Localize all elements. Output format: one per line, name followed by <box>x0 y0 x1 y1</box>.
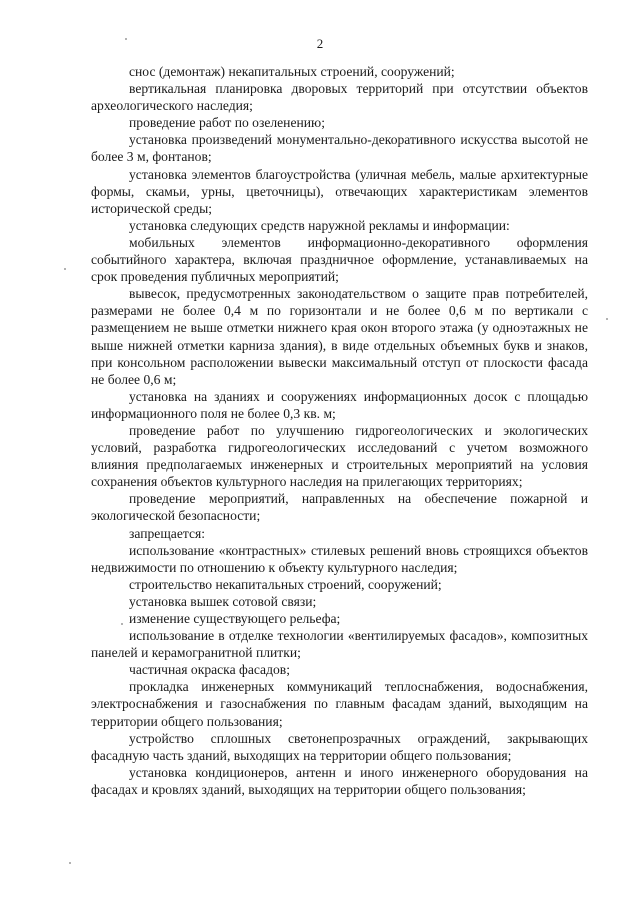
scan-speck <box>121 623 123 625</box>
paragraph: проведение работ по озеленению; <box>129 115 325 131</box>
paragraph: изменение существующего рельефа; <box>129 611 341 626</box>
page-number: 2 <box>316 36 324 51</box>
paragraph: снос (демонтаж) некапитальных строений, сооружений; <box>129 64 455 79</box>
scan-speck <box>69 862 71 864</box>
paragraph: вертикальная планировка дворовых территорий при отсутствии объектов археологического наследия; <box>91 81 588 114</box>
paragraph: частичная окраска фасадов; <box>129 662 290 678</box>
scan-speck <box>606 318 608 320</box>
paragraph: запрещается: <box>129 525 206 541</box>
scan-speck <box>64 268 66 270</box>
paragraph: установка на зданиях и сооружениях информационных досок с площадью информационного поля не более 0,3 кв. м; <box>91 388 588 421</box>
paragraph: установка кондиционеров, антенн и иного инженерного оборудования на фасадах и кровлях зданий, выходящих на территории общего пользования; <box>91 764 588 797</box>
paragraph: установка произведений монументально-декоративного искусства высотой не более 3 м, фонтанов; <box>91 132 588 165</box>
paragraph: устройство сплошных светонепрозрачных ограждений, закрывающих фасадную часть зданий, выходящих на территории общего пользования; <box>91 730 588 763</box>
paragraph: проведение работ по улучшению гидрогеологических и экологических условий, разработка гидрогеологических исследований с учетом возможного влияния предполагаемых инженерных и строительных мероприятий на условия сохранения объектов культурного наследия на прилегающих территориях; <box>91 422 588 490</box>
paragraph: строительство некапитальных строений, сооружений; <box>129 576 442 592</box>
paragraph: использование «контрастных» стилевых решений вновь строящихся объектов недвижимости по отношению к объекту культурного наследия; <box>91 542 588 575</box>
paragraph: установка следующих средств наружной рекламы и информации: <box>129 217 510 233</box>
paragraph: мобильных элементов информационно-декоративного оформления событийного характера, включая праздничное оформление, устанавливаемых на срок проведения публичных мероприятий; <box>91 234 588 285</box>
paragraph: вывесок, предусмотренных законодательством о защите прав потребителей, размерами не более 0,4 м по горизонтали и не более 0,6 м по вертикали с размещением не выше отметки нижнего края окон второго этажа (у одноэтажных не выше нижней отметки карниза здания), в виде отдельных объемных букв и знаков, при консольном расположении вывески максимальный отступ от плоскости фасада не более 0,6 м; <box>91 286 588 387</box>
paragraph: проведение мероприятий, направленных на обеспечение пожарной и экологической безопасности; <box>91 491 588 524</box>
paragraph: установка элементов благоустройства (уличная мебель, малые архитектурные формы, скамьи, урны, цветочницы), отвечающих характеристикам элементов исторической среды; <box>91 166 588 216</box>
paragraph: установка вышек сотовой связи; <box>129 593 317 609</box>
paragraph: прокладка инженерных коммуникаций теплоснабжения, водоснабжения, электроснабжения и газоснабжения по главным фасадам зданий, выходящим на территории общего пользования; <box>91 679 588 729</box>
scan-speck <box>125 38 127 40</box>
document-body <box>91 63 588 798</box>
paragraph: использование в отделке технологии «вентилируемых фасадов», композитных панелей и керамогранитной плитки; <box>91 628 588 661</box>
